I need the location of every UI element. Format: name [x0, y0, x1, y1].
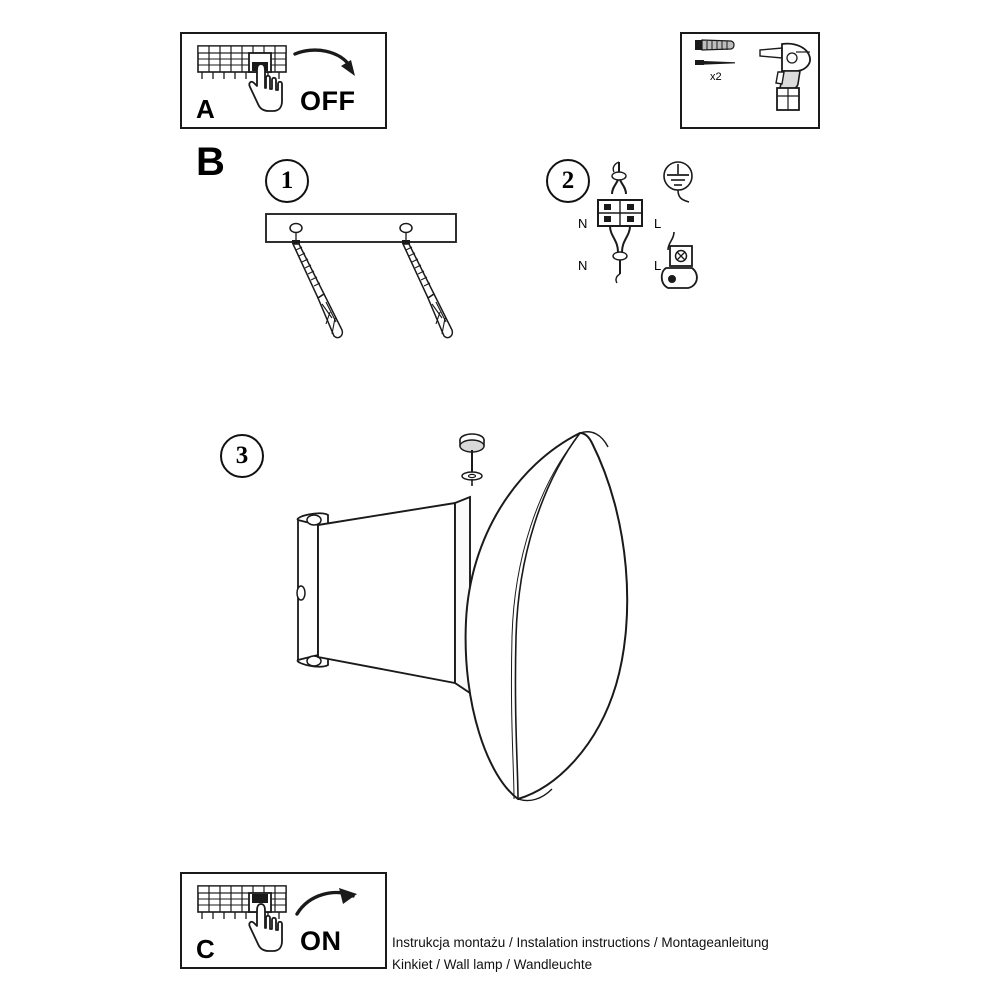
footer-text-block [392, 932, 769, 977]
hand-pointing-icon [248, 902, 284, 954]
panel-c-action-label: ON [300, 926, 342, 956]
curved-arrow-up-icon [293, 884, 359, 922]
panel-c-letter: C [196, 934, 216, 964]
lamp-connector-icon [658, 228, 718, 294]
panel-a-action-label: OFF [300, 86, 356, 116]
terminal-label-n-top: N [578, 216, 588, 231]
wall-plug-and-screw-icon [693, 38, 739, 72]
terminal-label-n-bottom: N [578, 258, 588, 273]
earth-ground-icon [655, 160, 701, 208]
step-3-number: 3 [220, 434, 264, 478]
step-1-number: 1 [265, 159, 309, 203]
section-b-letter: B [196, 140, 226, 184]
wall-lamp-assembly-icon [280, 425, 650, 815]
footer-line-1: Instrukcja montażu / Instalation instructions / Montageanleitung [392, 935, 769, 950]
power-drill-icon [752, 38, 814, 120]
terminal-label-l-bottom: L [654, 258, 662, 273]
mounting-plate-with-screws-icon [262, 206, 492, 356]
terminal-label-l-top: L [654, 216, 662, 231]
hand-pointing-icon [248, 62, 284, 114]
step-2-number: 2 [546, 159, 590, 203]
panel-a-letter: A [196, 94, 216, 124]
curved-arrow-down-icon [293, 48, 359, 86]
footer-line-2: Kinkiet / Wall lamp / Wandleuchte [392, 957, 593, 973]
tool-quantity-label: x2 [710, 71, 722, 83]
